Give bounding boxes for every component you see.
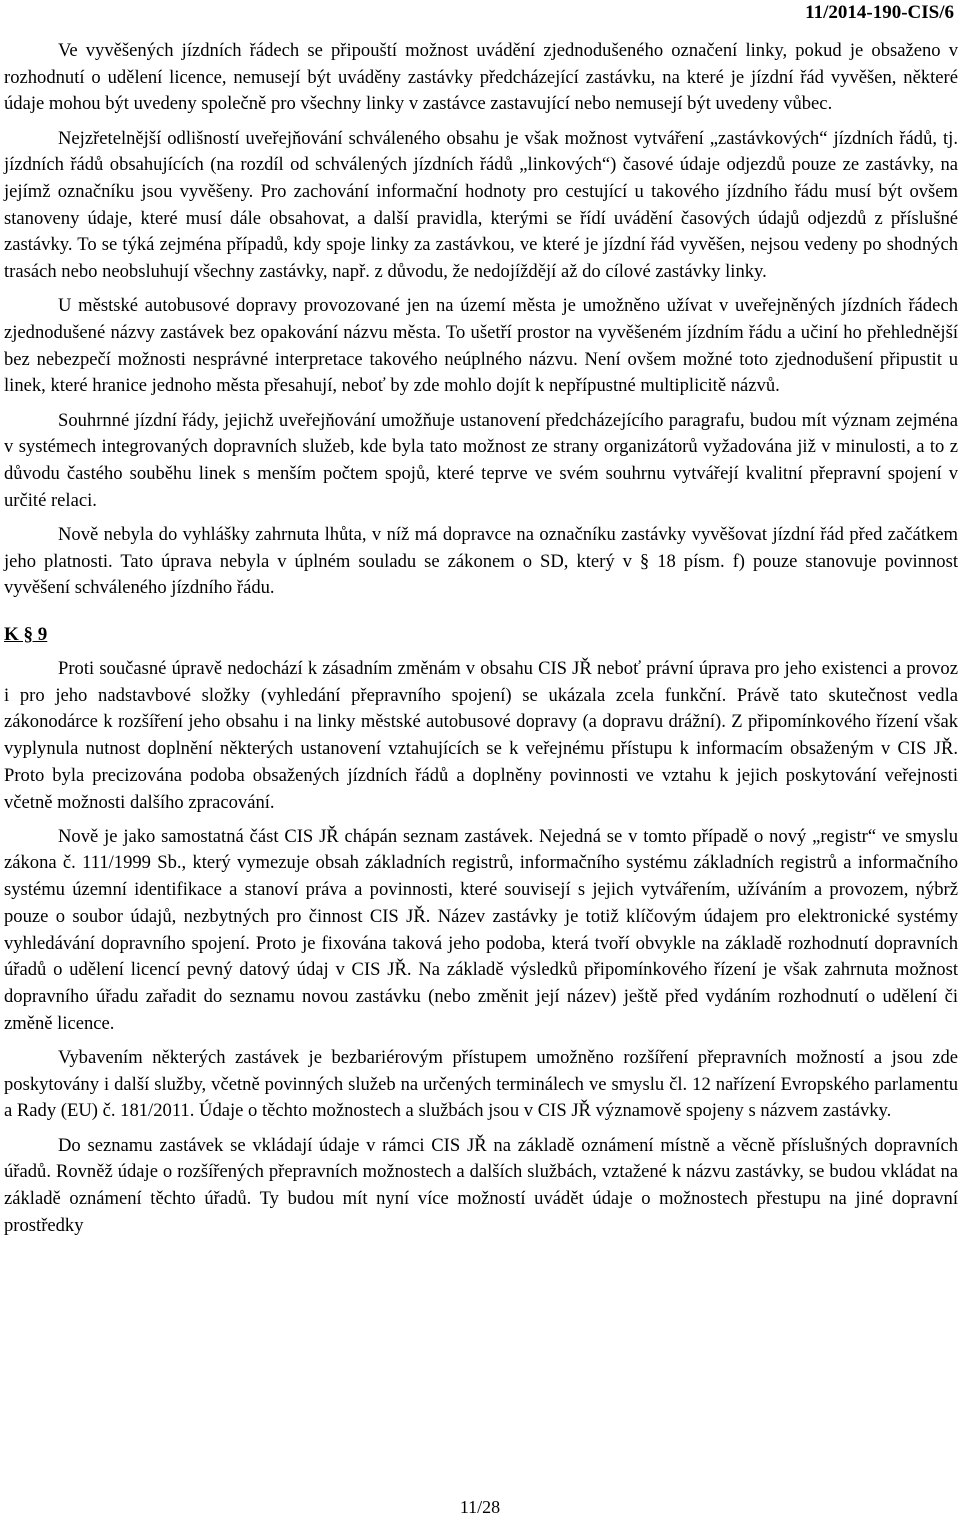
paragraph: Nejzřetelnější odlišností uveřejňování schváleného obsahu je však možnost vytváření „zastávkových“ jízdních řádů, tj. jízdních řádů obsahujících (na rozdíl od schválených jízdních řádů „linkových“) časové údaje odjezdů pouze ze zastávky, na jejímž označníku jsou vyvěšeny. Pro zachování informační hodnoty pro cestující u takového jízdního řádu musí být ovšem stanoveny údaje, které musí dále obsahovat, a další pravidla, kterými se řídí uvádění časových údajů odjezdů z příslušné zastávky. To se týká zejména případů, kdy spoje linky za zastávkou, ve které je jízdní řád vyvěšen, nejsou vedeny po shodných trasách nebo neobsluhují všechny zastávky, např. z důvodu, že nedojíždějí až do cílové zastávky linky. [4, 127, 958, 283]
paragraph: Vybavením některých zastávek je bezbariérovým přístupem umožněno rozšíření přepravních možností a jsou zde poskytovány i další služby, včetně povinných služeb na určených terminálech ve smyslu čl. 12 nařízení Evropského parlamentu a Rady (EU) č. 181/2011. Údaje o těchto možnostech a službách jsou v CIS JŘ významově spojeny s názvem zastávky. [4, 1046, 958, 1122]
paragraph: Do seznamu zastávek se vkládají údaje v rámci CIS JŘ na základě oznámení místně a věcně příslušných dopravních úřadů. Rovněž údaje o rozšířených přepravních možnostech a dalších službách, vztažené k názvu zastávky, se budou vkládat na základě oznámení těchto úřadů. Ty budou mít nyní více možností uvádět údaje o možnostech přestupu na jiné dopravní prostředky [4, 1134, 958, 1236]
paragraph: Nově nebyla do vyhlášky zahrnuta lhůta, v níž má dopravce na označníku zastávky vyvěšovat jízdní řád před začátkem jeho platnosti. Tato úprava nebyla v úplném souladu se zákonem o SD, který v § 18 písm. f) pouze stanovuje povinnost vyvěšení schváleného jízdního řádu. [4, 523, 958, 599]
document-body [4, 38, 958, 1247]
paragraph: Nově je jako samostatná část CIS JŘ chápán seznam zastávek. Nejedná se v tomto případě o nový „registr“ ve smyslu zákona č. 111/1999 Sb., který vymezuje obsah základních registrů, informačního systému základních registrů a informačního systému územní identifikace a stanoví práva a povinnosti, které souvisejí s jejich vytvářením, užíváním a provozem, nýbrž pouze o soubor údajů, nezbytných pro činnost CIS JŘ. Název zastávky je totiž klíčovým údajem pro elektronické systémy vyhledávání dopravního spojení. Proto je fixována taková jeho podoba, která tvoří obvykle na základě rozhodnutí dopravních úřadů o udělení licencí pevný datový údaj v CIS JŘ. Na základě výsledků připomínkového řízení je však zahrnuta možnost dopravního úřadu zařadit do seznamu novou zastávku (nebo změnit její název) ještě před vydáním rozhodnutí o udělení či změně licence. [4, 825, 958, 1034]
document-id: 11/2014-190-CIS/6 [805, 2, 954, 23]
paragraph: U městské autobusové dopravy provozované jen na území města je umožněno užívat v uveřejněných jízdních řádech zjednodušené názvy zastávek bez opakování názvu města. To ušetří prostor na vyvěšeném jízdním řádu a učiní ho přehlednější bez nebezpečí možnosti nesprávné interpretace takového neúplného názvu. Není ovšem možné toto zjednodušení připustit u linek, které hranice jednoho města přesahují, neboť by zde mohlo dojít k nepřípustné multiplicitě názvů. [4, 295, 958, 397]
paragraph: Souhrnné jízdní řády, jejichž uveřejňování umožňuje ustanovení předcházejícího paragrafu, budou mít význam zejména v systémech integrovaných dopravních služeb, kde byla tato možnost ze strany organizátorů vyžadována již v minulosti, a to z důvodu častého souběhu linek s menším počtem spojů, které teprve ve svém souhrnu vytvářejí kvalitní přepravní spojení v určité relaci. [4, 409, 958, 511]
section-heading: K § 9 [4, 624, 48, 646]
paragraph: Proti současné úpravě nedochází k zásadním změnám v obsahu CIS JŘ neboť právní úprava pro jeho existenci a provoz i pro jeho nadstavbové složky (vyhledání přepravního spojení) se ukázala zcela funkční. Právě tato skutečnost vedla zákonodárce k rozšíření jeho obsahu i na linky městské autobusové dopravy (a dopravu drážní). Z připomínkového řízení však vyplynula nutnost doplnění některých ustanovení vztahujících se k veřejnému přístupu k informacím obsaženým v CIS JŘ. Proto byla precizována podoba obsažených jízdních řádů a doplněny povinnosti ve vztahu k jejich poskytování veřejnosti včetně možnosti dalšího zpracování. [4, 658, 958, 813]
page-number: 11/28 [459, 1497, 501, 1517]
paragraph: Ve vyvěšených jízdních řádech se připouští možnost uvádění zjednodušeného označení linky, pokud je obsaženo v rozhodnutí o udělení licence, nemusejí být uváděny zastávky předcházející zastávku, na které je jízdní řád vyvěšen, některé údaje mohou být uvedeny společně pro všechny linky v zastávce zastavující nebo nemusejí být uvedeny vůbec. [4, 40, 958, 115]
